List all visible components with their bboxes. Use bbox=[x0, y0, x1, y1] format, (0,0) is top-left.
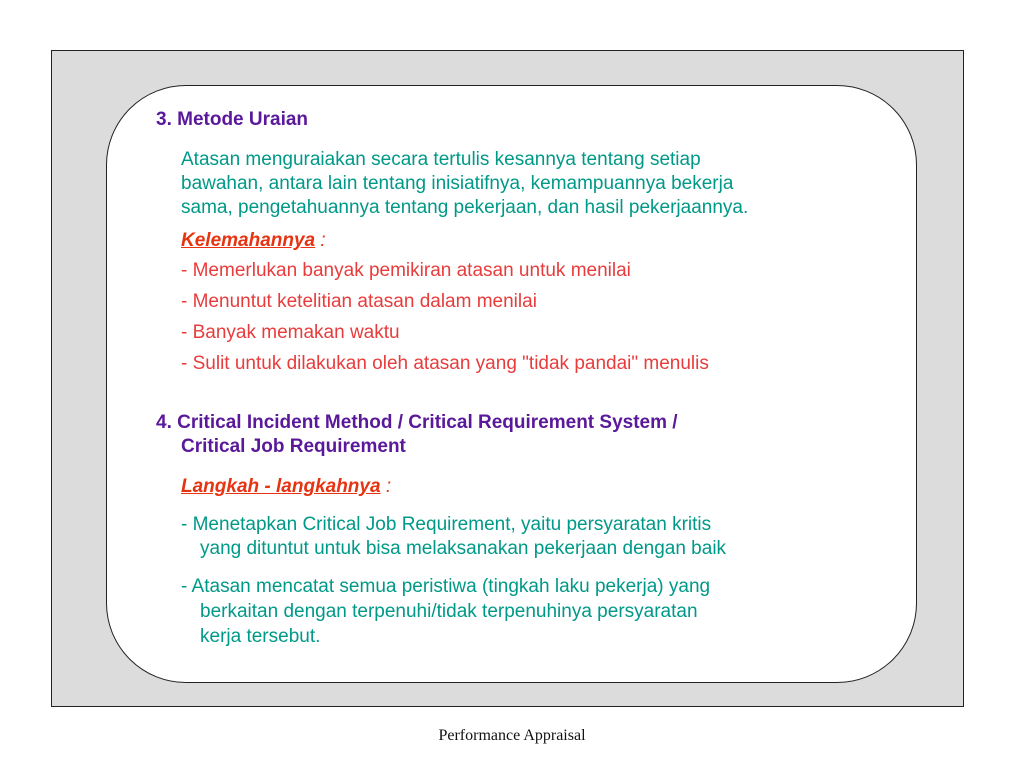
kelemahan-colon: : bbox=[315, 230, 326, 251]
section-3-description-line-3: sama, pengetahuannya tentang pekerjaan, dan hasil pekerjaannya. bbox=[181, 197, 749, 218]
step-1-line-2: yang dituntut untuk bisa melaksanakan pekerjaan dengan baik bbox=[200, 538, 727, 559]
section-3-description-line-2: bawahan, antara lain tentang inisiatifnya, kemampuannya bekerja bbox=[181, 173, 734, 194]
weakness-item: - Memerlukan banyak pemikiran atasan untuk menilai bbox=[181, 260, 631, 281]
section-4-heading-line-2: Critical Job Requirement bbox=[181, 436, 406, 457]
kelemahan-subheading bbox=[181, 229, 326, 253]
langkah-subheading bbox=[181, 475, 391, 499]
weakness-item: - Banyak memakan waktu bbox=[181, 322, 400, 343]
weakness-item: - Menuntut ketelitian atasan dalam menilai bbox=[181, 291, 537, 312]
weakness-item: - Sulit untuk dilakukan oleh atasan yang "tidak pandai" menulis bbox=[181, 353, 709, 374]
langkah-colon: : bbox=[380, 476, 392, 497]
section-3-description-line-1: Atasan menguraiakan secara tertulis kesannya tentang setiap bbox=[181, 149, 701, 170]
section-3-heading: 3. Metode Uraian bbox=[156, 109, 309, 130]
step-2-line-2: berkaitan dengan terpenuhi/tidak terpenuhinya persyaratan bbox=[200, 601, 698, 622]
footer-title: Performance Appraisal bbox=[438, 727, 586, 744]
step-1-line-1: - Menetapkan Critical Job Requirement, yaitu persyaratan kritis bbox=[181, 514, 712, 535]
section-4-heading-line-1: 4. Critical Incident Method / Critical Requirement System / bbox=[156, 412, 678, 433]
langkah-label: Langkah - langkahnya bbox=[181, 476, 381, 497]
step-2-line-3: kerja tersebut. bbox=[200, 626, 321, 647]
step-2-line-1: - Atasan mencatat semua peristiwa (tingkah laku pekerja) yang bbox=[181, 576, 711, 597]
kelemahan-label: Kelemahannya bbox=[181, 230, 316, 251]
